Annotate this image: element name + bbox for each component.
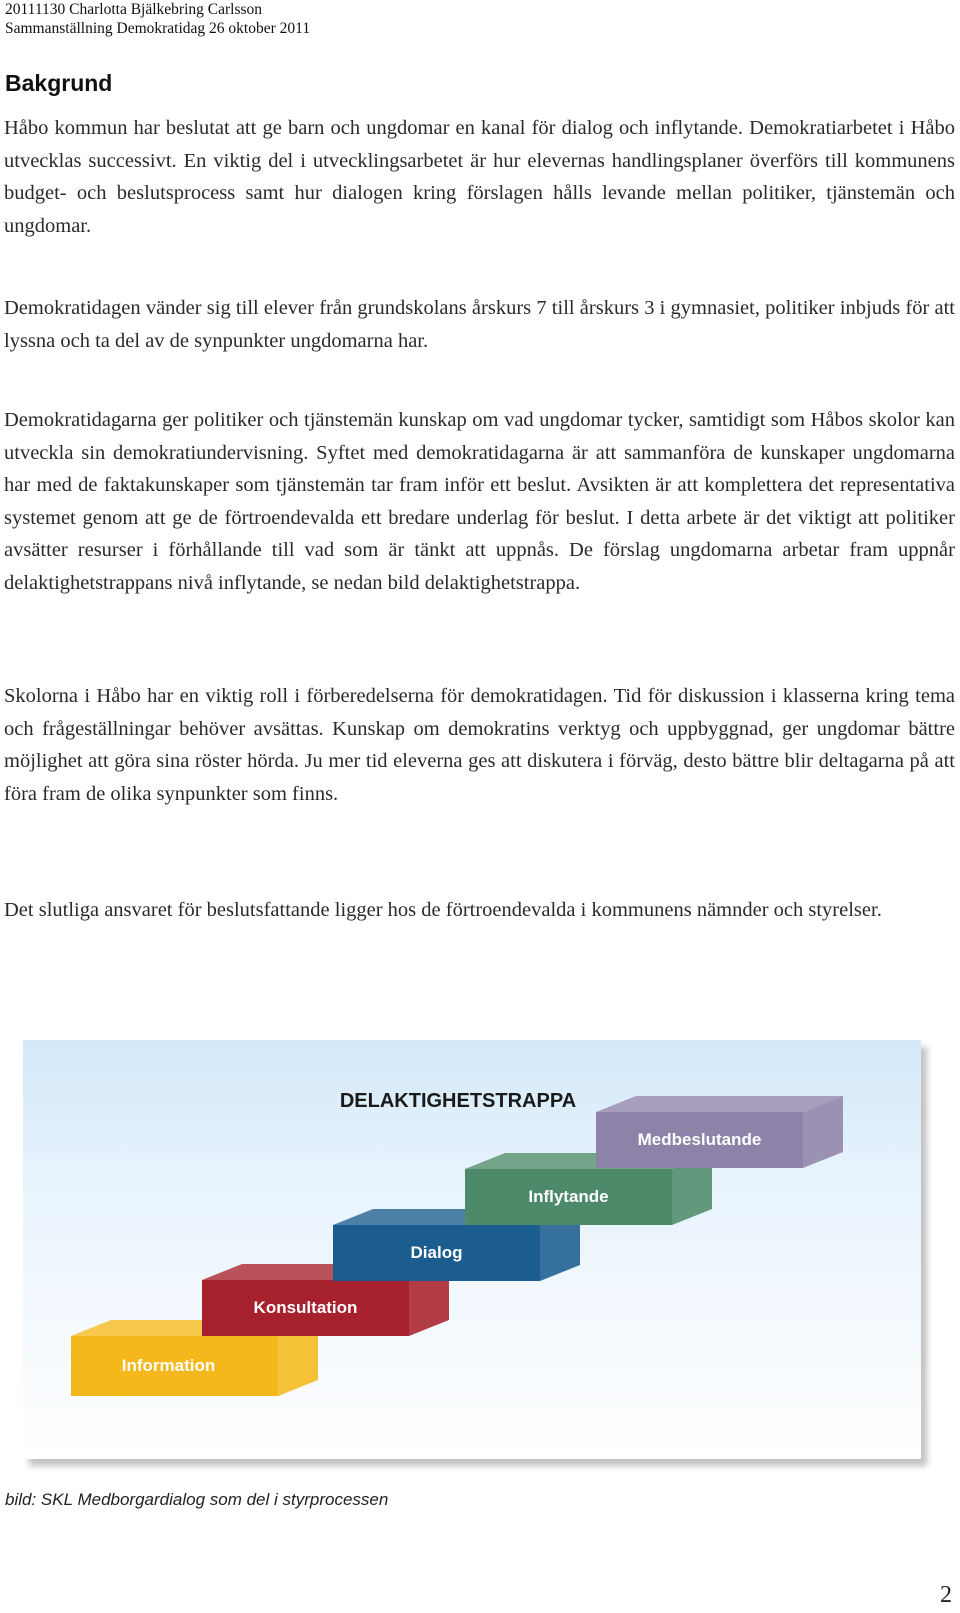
header-author-line: 20111130 Charlotta Bjälkebring Carlsson — [5, 1, 263, 18]
participation-ladder-figure — [23, 1040, 921, 1459]
step-label: Medbeslutande — [637, 1130, 762, 1149]
header-title-line: Sammanställning Demokratidag 26 oktober 2011 — [5, 20, 311, 37]
paragraph-schools: Skolorna i Håbo har en viktig roll i förberedelserna för demokratidagen. Tid för diskussion i klasserna kring tema och frågeställningar behöver avsättas. Kunskap om demokratins verktyg och uppbyggnad, ger ungdomar bättre möjlighet att göra sina röster hörda. Ju mer tid eleverna ges att diskutera i förväg, desto bättre blir deltagarna på att föra fram de olika synpunkter som finns. — [4, 685, 955, 805]
section-heading: Bakgrund — [5, 70, 113, 96]
ladder-step — [596, 1096, 843, 1168]
step-label: Dialog — [410, 1243, 463, 1262]
step-label: Inflytande — [528, 1187, 609, 1206]
participation-ladder-svg — [23, 1040, 921, 1459]
step-label: Konsultation — [253, 1298, 358, 1317]
step-top-face — [596, 1096, 843, 1112]
paragraph-purpose: Demokratidagarna ger politiker och tjänstemän kunskap om vad ungdomar tycker, samtidigt som Håbos skolor kan utveckla sin demokratiundervisning. Syftet med demokratidagarna är att sammanföra de kunskaper ungdomarna har med de faktakunskaper som tjänstemän tar fram inför ett beslut. Avsikten är att komplettera det representativa systemet genom att ge de förtroendevalda ett bredare underlag för beslut. I detta arbete är det viktigt att politiker avsätter resurser i förhållande till vad som är tänkt att uppnås. De förslag ungdomarna arbetar fram uppnår delaktighetstrappans nivå inflytande, se nedan bild delaktighetstrappa. — [4, 409, 955, 594]
step-label: Information — [121, 1356, 216, 1375]
figure-title: DELAKTIGHETSTRAPPA — [339, 1090, 577, 1112]
paragraph-target-group: Demokratidagen vänder sig till elever från grundskolans årskurs 7 till årskurs 3 i gymnasiet, politiker inbjuds för att lyssna och ta del av de synpunkter ungdomarna har. — [4, 297, 955, 352]
document-header — [5, 0, 310, 38]
ladder-steps — [71, 1096, 843, 1396]
paragraph-intro: Håbo kommun har beslutat att ge barn och ungdomar en kanal för dialog och inflytande. Demokratiarbetet i Håbo utvecklas successivt. En viktig del i utvecklingsarbetet är hur elevernas handlingsplaner överförs till kommunens budget- och beslutsprocess samt hur dialogen kring förslagen hålls levande mellan politiker, tjänstemän och ungdomar. — [4, 117, 955, 237]
paragraph-responsibility: Det slutliga ansvaret för beslutsfattande ligger hos de förtroendevalda i kommunens nämnder och styrelser. — [4, 899, 882, 921]
page-number: 2 — [940, 1582, 952, 1608]
figure-caption: bild: SKL Medborgardialog som del i styrprocessen — [5, 1490, 389, 1509]
